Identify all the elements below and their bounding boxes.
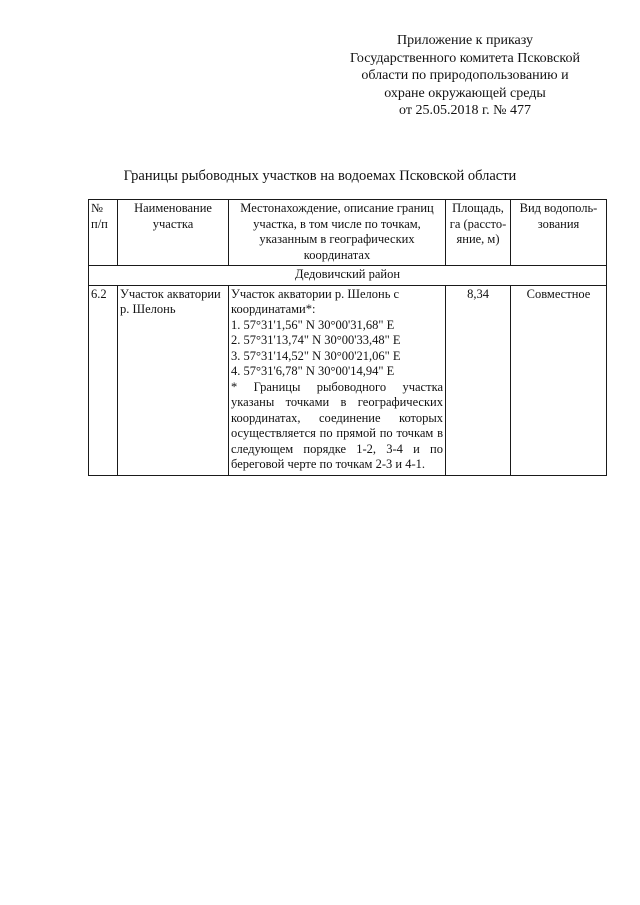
row-location <box>229 285 446 475</box>
district-name: Дедовичский район <box>89 266 607 286</box>
row-area: 8,34 <box>446 285 511 475</box>
district-row <box>89 266 607 286</box>
table-row <box>89 285 607 475</box>
table-header-row <box>89 200 607 266</box>
header-use: Вид водополь-зования <box>511 200 607 266</box>
coordinate-point: 4. 57°31'6,78" N 30°00'14,94" E <box>231 364 395 378</box>
document-title: Границы рыбоводных участков на водоемах Псковской области <box>123 168 517 184</box>
boundaries-table <box>88 199 607 476</box>
row-use: Совместное <box>511 285 607 475</box>
appendix-line: области по природопользованию и <box>361 68 569 83</box>
appendix-line: охране окружающей среды <box>384 85 546 101</box>
appendix-line: от 25.05.2018 г. № 477 <box>399 103 531 118</box>
appendix-line: Государственного комитета Псковской <box>350 50 580 66</box>
location-intro: Участок акватории р. Шелонь с координатами*: <box>231 286 400 316</box>
boundary-note: * Границы рыбоводного участка указаны точками в географических координатах, соединение которых осуществляется по прямой по точкам в следующем порядке 1-2, 3-4 и по береговой черте по точкам 2-3 и 4-1. <box>231 379 443 471</box>
header-num: № п/п <box>89 200 118 266</box>
header-area: Площадь, га (рассто-яние, м) <box>446 200 511 266</box>
header-name: Наименование участка <box>118 200 229 266</box>
header-location: Местонахождение, описание границ участка, в том числе по точкам, указанным в географических координатах <box>229 200 446 266</box>
appendix-line: Приложение к приказу <box>397 33 533 48</box>
row-name: Участок акватории р. Шелонь <box>118 285 229 475</box>
coordinate-point: 1. 57°31'1,56" N 30°00'31,68" E <box>231 317 395 332</box>
appendix-header <box>320 32 610 120</box>
coordinate-point: 3. 57°31'14,52" N 30°00'21,06" E <box>231 348 401 363</box>
coordinate-point: 2. 57°31'13,74" N 30°00'33,48" E <box>231 333 401 347</box>
row-num: 6.2 <box>89 285 118 475</box>
